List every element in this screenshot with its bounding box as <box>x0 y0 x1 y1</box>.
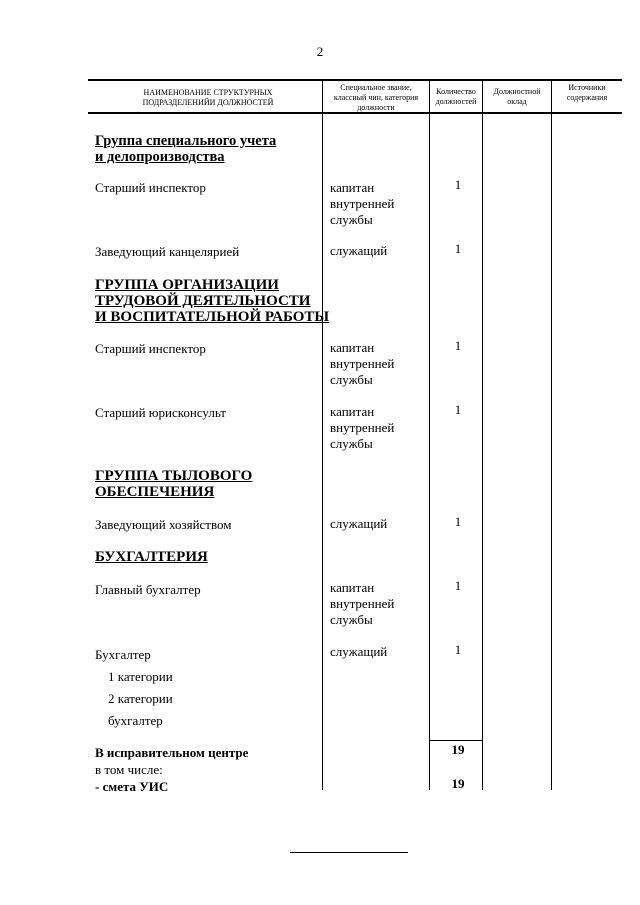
position-name: Бухгалтер <box>95 647 151 662</box>
position-name: Главный бухгалтер <box>95 582 201 597</box>
quantity-value: 1 <box>454 338 462 353</box>
sub-category: бухгалтер <box>108 713 163 728</box>
section-title-logistics: ГРУППА ТЫЛОВОГО ОБЕСПЕЧЕНИЯ <box>95 468 253 500</box>
quantity-value: 1 <box>454 642 462 657</box>
header-col-source: Источники содержания <box>566 83 608 102</box>
quantity-value: 1 <box>454 578 462 593</box>
rank-value: капитан внутренней службы <box>330 580 395 627</box>
rank-value: капитан внутренней службы <box>330 180 395 227</box>
quantity-value: 1 <box>454 402 462 417</box>
rank-value: капитан внутренней службы <box>330 340 395 387</box>
header-col-salary: Должностной оклад <box>493 87 541 106</box>
total-including-label: в том числе: <box>95 762 163 777</box>
total-estimate-label: - смета УИС <box>95 779 169 794</box>
footer-divider <box>290 852 408 853</box>
rank-value: служащий <box>330 243 388 258</box>
section-title-records: Группа специального учета и делопроизводства <box>95 133 277 165</box>
table-top-border <box>88 79 622 81</box>
header-col-name: НАИМЕНОВАНИЕ СТРУКТУРНЫХ ПОДРАЗДЕЛЕНИЙИ ДОЛЖНОСТЕЙ <box>142 88 274 107</box>
rank-value: капитан внутренней службы <box>330 404 395 451</box>
quantity-value: 1 <box>454 514 462 529</box>
sub-category: 2 категории <box>108 691 173 706</box>
total-row-border <box>429 740 482 741</box>
header-col-rank: Специальное звание, классный чин, категория должности <box>333 83 419 112</box>
column-divider-4 <box>551 80 552 790</box>
total-center-label: В исправительном центре <box>95 745 249 760</box>
column-divider-1 <box>322 80 323 790</box>
position-name: Старший юрисконсульт <box>95 405 226 420</box>
position-name: Старший инспектор <box>95 341 206 356</box>
header-col-qty: Количество должностей <box>435 87 477 106</box>
position-name: Старший инспектор <box>95 180 206 195</box>
position-name: Заведующий канцелярией <box>95 244 240 259</box>
page-number: 2 <box>316 44 324 59</box>
quantity-value: 1 <box>454 177 462 192</box>
total-center-qty: 19 <box>451 742 465 757</box>
section-title-accounting: БУХГАЛТЕРИЯ <box>95 549 208 565</box>
column-divider-2 <box>429 80 430 790</box>
rank-value: служащий <box>330 516 388 531</box>
sub-category: 1 категории <box>108 669 173 684</box>
total-estimate-qty: 19 <box>451 776 465 791</box>
section-title-labor: ГРУППА ОРГАНИЗАЦИИ ТРУДОВОЙ ДЕЯТЕЛЬНОСТИ И ВОСПИТАТЕЛЬНОЙ РАБОТЫ <box>95 277 330 325</box>
rank-value: служащий <box>330 644 388 659</box>
position-name: Заведующий хозяйством <box>95 517 232 532</box>
quantity-value: 1 <box>454 241 462 256</box>
column-divider-3 <box>482 80 483 790</box>
